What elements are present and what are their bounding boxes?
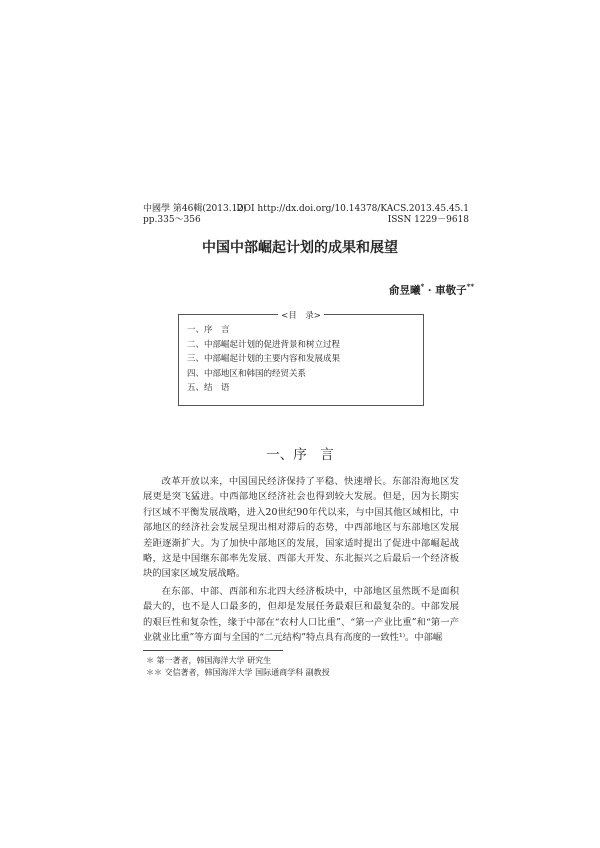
footnote: ＊ 第一著者，韩国海洋大学 研究生 — [146, 656, 272, 665]
footnotes — [146, 655, 330, 679]
journal-info — [143, 204, 247, 226]
toc-item: 一、序 言 — [187, 325, 230, 335]
journal-issue: 中國學 第46輯(2013.12) — [143, 204, 247, 214]
toc-heading — [179, 309, 423, 321]
toc-item: 五、结 语 — [187, 383, 230, 393]
section-heading: 一、序 言 — [266, 447, 334, 463]
toc-item: 四、中部地区和韩国的经贸关系 — [187, 368, 307, 379]
body-text — [143, 474, 459, 645]
toc-heading-label: <目 录> — [278, 311, 324, 321]
footnote: ＊＊ 交信著者，韩国海洋大学 国际通商学科 副教授 — [146, 668, 330, 677]
author-separator: · — [427, 284, 432, 297]
toc-item: 三、中部崛起计划的主要内容和发展成果 — [187, 354, 341, 364]
author-2: 車敬子 — [435, 284, 467, 297]
toc-list — [187, 323, 340, 396]
toc-item: 二、中部崛起计划的促进背景和树立过程 — [187, 339, 341, 350]
author-1-mark: * — [420, 282, 425, 291]
author-2-mark: ** — [466, 282, 474, 291]
paragraph: 在东部、中部、西部和东北四大经济板块中，中部地区虽然既不是面积最大的，也不是人口最多的，但却是发展任务最艰巨和最复杂的。中部发展的艰巨性和复杂性，缘于中部在“农村人口比重”、“第一产业比重”和“第一产业就业比重”等方面与全国的“二元结构”特点具有高度的一致性¹⁾。中部崛 — [143, 585, 459, 644]
issn: ISSN 1229－9618 — [387, 215, 469, 225]
doi-link[interactable]: DOI http://dx.doi.org/10.14378/KACS.2013.45.45.1 — [236, 204, 469, 214]
page-range: pp.335～356 — [143, 215, 201, 225]
author-1: 俞昱曦 — [389, 284, 421, 297]
author-line — [389, 282, 474, 298]
footnote-divider — [143, 650, 283, 651]
doi-info — [236, 204, 469, 226]
paragraph: 改革开放以来，中国国民经济保持了平稳、快速增长。东部沿海地区发展更是突飞猛进。中西部地区经济社会也得到较大发展。但是，因为长期实行区域不平衡发展战略，进入20世纪90年代以来，与中国其他区域相比，中部地区的经济社会发展呈现出相对滞后的态势，中西部地区与东部地区发展差距逐渐扩大。为了加快中部地区的发展，国家适时提出了促进中部崛起战略，这是中国继东部率先发展、西部大开发、东北振兴之后最后一个经济板块的国家区域发展战略。 — [143, 476, 459, 580]
table-of-contents — [178, 311, 424, 406]
paper-title: 中国中部崛起计划的成果和展望 — [202, 240, 398, 256]
